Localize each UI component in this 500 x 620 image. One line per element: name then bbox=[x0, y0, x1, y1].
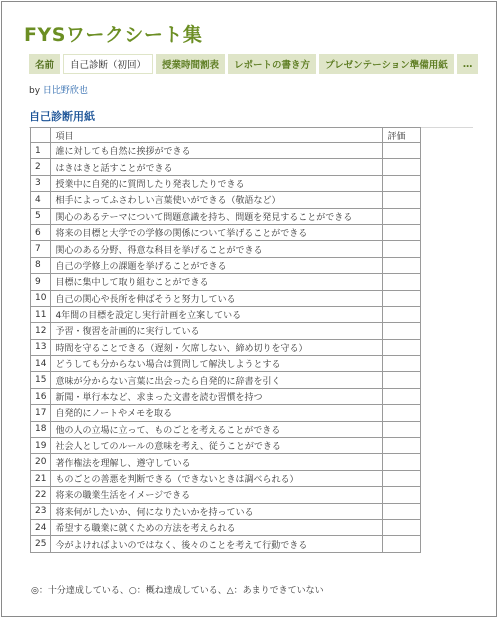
row-item: 4年間の目標を設定し実行計画を立案している bbox=[51, 306, 383, 322]
row-item: 関心のある分野、得意な科目を挙げることができる bbox=[51, 241, 383, 257]
row-number: 7 bbox=[31, 241, 51, 257]
row-evaluation-cell[interactable] bbox=[383, 306, 421, 322]
row-item: 著作権法を理解し、遵守している bbox=[51, 454, 383, 470]
row-evaluation-cell[interactable] bbox=[383, 405, 421, 421]
row-evaluation-cell[interactable] bbox=[383, 208, 421, 224]
row-evaluation-cell[interactable] bbox=[383, 388, 421, 404]
row-item: はきはきと話すことができる bbox=[51, 159, 383, 175]
site-title: FYSワークシート集 bbox=[24, 24, 203, 46]
row-evaluation-cell[interactable] bbox=[383, 175, 421, 191]
row-item: 自発的にノートやメモを取る bbox=[51, 405, 383, 421]
row-number: 8 bbox=[31, 257, 51, 273]
table-row bbox=[31, 192, 421, 208]
table-row bbox=[31, 487, 421, 503]
table-row bbox=[31, 421, 421, 437]
table-row bbox=[31, 306, 421, 322]
row-item: 希望する職業に就くための方法を考えられる bbox=[51, 519, 383, 535]
row-evaluation-cell[interactable] bbox=[383, 421, 421, 437]
row-item: 新聞・単行本など、求まった文書を読む習慣を持つ bbox=[51, 388, 383, 404]
table-row bbox=[31, 454, 421, 470]
header-item: 項目 bbox=[51, 128, 383, 143]
table-row bbox=[31, 290, 421, 306]
row-evaluation-cell[interactable] bbox=[383, 323, 421, 339]
row-number: 23 bbox=[31, 503, 51, 519]
row-number: 9 bbox=[31, 274, 51, 290]
row-number: 10 bbox=[31, 290, 51, 306]
row-item: 将来の職業生活をイメージできる bbox=[51, 487, 383, 503]
tab-bar bbox=[29, 54, 478, 74]
table-row bbox=[31, 159, 421, 175]
table-row bbox=[31, 503, 421, 519]
evaluation-legend: ◎：十分達成している、○：概ね達成している、△：あまりできていない bbox=[31, 586, 324, 596]
row-item: 予習・復習を計画的に実行している bbox=[51, 323, 383, 339]
row-evaluation-cell[interactable] bbox=[383, 454, 421, 470]
row-number: 21 bbox=[31, 470, 51, 486]
table-row bbox=[31, 208, 421, 224]
table-row bbox=[31, 323, 421, 339]
row-item: 将来何がしたいか、何になりたいかを持っている bbox=[51, 503, 383, 519]
tab-presentation-prep[interactable]: プレゼンテーション準備用紙 bbox=[319, 54, 454, 74]
row-evaluation-cell[interactable] bbox=[383, 372, 421, 388]
row-number: 24 bbox=[31, 519, 51, 535]
row-evaluation-cell[interactable] bbox=[383, 503, 421, 519]
row-evaluation-cell[interactable] bbox=[383, 159, 421, 175]
table-row bbox=[31, 372, 421, 388]
table-row bbox=[31, 224, 421, 240]
row-item: 他の人の立場に立って、ものごとを考えることができる bbox=[51, 421, 383, 437]
row-evaluation-cell[interactable] bbox=[383, 519, 421, 535]
row-evaluation-cell[interactable] bbox=[383, 487, 421, 503]
table-header-row bbox=[31, 128, 421, 143]
row-evaluation-cell[interactable] bbox=[383, 339, 421, 355]
table-row bbox=[31, 143, 421, 159]
row-evaluation-cell[interactable] bbox=[383, 192, 421, 208]
table-row bbox=[31, 405, 421, 421]
byline bbox=[29, 83, 88, 96]
row-evaluation-cell[interactable] bbox=[383, 241, 421, 257]
table-row bbox=[31, 438, 421, 454]
row-item: 授業中に自発的に質問したり発表したりできる bbox=[51, 175, 383, 191]
row-number: 11 bbox=[31, 306, 51, 322]
row-number: 15 bbox=[31, 372, 51, 388]
row-evaluation-cell[interactable] bbox=[383, 438, 421, 454]
row-number: 13 bbox=[31, 339, 51, 355]
table-row bbox=[31, 241, 421, 257]
row-number: 14 bbox=[31, 356, 51, 372]
table-row bbox=[31, 536, 421, 552]
row-evaluation-cell[interactable] bbox=[383, 274, 421, 290]
row-item: 誰に対しても自然に挨拶ができる bbox=[51, 143, 383, 159]
table-row bbox=[31, 175, 421, 191]
row-evaluation-cell[interactable] bbox=[383, 143, 421, 159]
name-label: 名前 bbox=[29, 54, 60, 74]
row-number: 12 bbox=[31, 323, 51, 339]
table-row bbox=[31, 257, 421, 273]
byline-prefix: by bbox=[29, 86, 43, 96]
section-title: 自己診断用紙 bbox=[29, 108, 473, 128]
row-item: どうしても分からない場合は質問して解決しようとする bbox=[51, 356, 383, 372]
table-row bbox=[31, 356, 421, 372]
row-number: 25 bbox=[31, 536, 51, 552]
row-item: 目標に集中して取り組むことができる bbox=[51, 274, 383, 290]
row-number: 6 bbox=[31, 224, 51, 240]
row-item: 今がよければよいのではなく、後々のことを考えて行動できる bbox=[51, 536, 383, 552]
row-item: 時間を守ることできる（遅刻・欠席しない、締め切りを守る） bbox=[51, 339, 383, 355]
row-evaluation-cell[interactable] bbox=[383, 356, 421, 372]
row-number: 5 bbox=[31, 208, 51, 224]
row-number: 22 bbox=[31, 487, 51, 503]
row-number: 17 bbox=[31, 405, 51, 421]
author-link[interactable]: 日比野欣也 bbox=[42, 86, 88, 96]
table-row bbox=[31, 339, 421, 355]
row-item: 将来の目標と大学での学修の関係について挙げることができる bbox=[51, 224, 383, 240]
row-evaluation-cell[interactable] bbox=[383, 290, 421, 306]
table-row bbox=[31, 388, 421, 404]
table-row bbox=[31, 274, 421, 290]
row-number: 3 bbox=[31, 175, 51, 191]
tab-current-page: 自己診断（初回） bbox=[63, 54, 153, 74]
tab-timetable[interactable]: 授業時間割表 bbox=[156, 54, 225, 74]
row-item: 意味が分からない言葉に出会ったら自発的に辞書を引く bbox=[51, 372, 383, 388]
row-number: 19 bbox=[31, 438, 51, 454]
row-evaluation-cell[interactable] bbox=[383, 257, 421, 273]
row-evaluation-cell[interactable] bbox=[383, 536, 421, 552]
row-number: 1 bbox=[31, 143, 51, 159]
tab-report-writing[interactable]: レポートの書き方 bbox=[228, 54, 316, 74]
row-number: 4 bbox=[31, 192, 51, 208]
row-number: 16 bbox=[31, 388, 51, 404]
row-item: 相手によってふさわしい言葉使いができる（敬語など） bbox=[51, 192, 383, 208]
tab-more[interactable]: … bbox=[457, 54, 479, 74]
header-eval: 評価 bbox=[383, 128, 421, 143]
header-no bbox=[31, 128, 51, 143]
row-number: 2 bbox=[31, 159, 51, 175]
row-item: 関心のあるテーマについて問題意識を持ち、問題を発見することができる bbox=[51, 208, 383, 224]
row-evaluation-cell[interactable] bbox=[383, 224, 421, 240]
row-number: 20 bbox=[31, 454, 51, 470]
row-item: 社会人としてのルールの意味を考え、従うことができる bbox=[51, 438, 383, 454]
row-item: 自己の関心や長所を伸ばそうと努力している bbox=[51, 290, 383, 306]
row-item: ものごとの善悪を判断できる（できないときは調べられる） bbox=[51, 470, 383, 486]
self-diagnosis-table bbox=[30, 127, 421, 553]
row-number: 18 bbox=[31, 421, 51, 437]
table-row bbox=[31, 470, 421, 486]
table-row bbox=[31, 519, 421, 535]
row-evaluation-cell[interactable] bbox=[383, 470, 421, 486]
row-item: 自己の学修上の課題を挙げることができる bbox=[51, 257, 383, 273]
